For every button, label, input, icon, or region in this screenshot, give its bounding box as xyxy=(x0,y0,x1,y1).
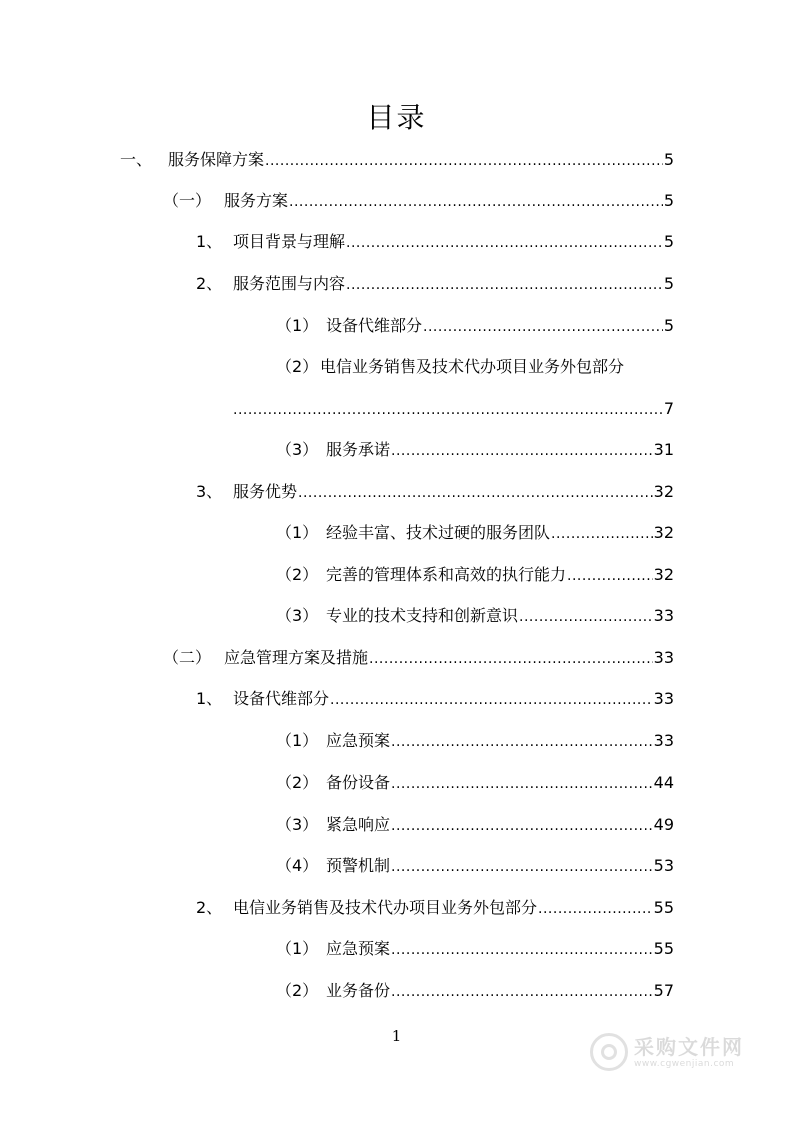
toc-leader-dots xyxy=(369,649,653,669)
toc-entry[interactable] xyxy=(276,856,674,876)
toc-entry-page: 49 xyxy=(653,815,674,834)
toc-entry[interactable] xyxy=(120,150,674,170)
toc-leader-dots xyxy=(391,774,653,794)
toc-entry-page: 44 xyxy=(653,773,674,792)
toc-entry-number: 2、 xyxy=(196,274,223,293)
toc-leader-dots xyxy=(289,192,663,212)
toc-leader-dots xyxy=(391,940,653,960)
toc-leader-dots xyxy=(567,566,653,586)
toc-leader-dots xyxy=(551,524,653,544)
toc-entry[interactable] xyxy=(276,731,674,751)
toc-entry-text: 项目背景与理解 xyxy=(233,232,346,251)
toc-entry-page: 5 xyxy=(663,274,674,293)
seal-logo-icon xyxy=(590,1033,628,1071)
toc-entry-number: 一、 xyxy=(120,150,153,169)
toc-entry-continuation[interactable] xyxy=(233,399,674,419)
toc-entry-text: 电信业务销售及技术代办项目业务外包部分 xyxy=(320,357,625,376)
toc-entry-number: （3） xyxy=(276,815,319,834)
toc-entry-number: （1） xyxy=(276,316,319,335)
toc-entry[interactable] xyxy=(276,981,674,1001)
toc-entry-page: 33 xyxy=(653,689,674,708)
toc-leader-dots xyxy=(330,690,653,710)
toc-entry-page: 55 xyxy=(653,898,674,917)
toc-entry[interactable] xyxy=(196,232,674,252)
toc-entry-text: 应急预案 xyxy=(326,939,391,958)
toc-entry-page: 5 xyxy=(663,150,674,169)
toc-entry-text: 经验丰富、技术过硬的服务团队 xyxy=(326,523,551,542)
toc-entry-number: （2） xyxy=(276,773,319,792)
toc-entry-text: 业务备份 xyxy=(326,981,391,1000)
toc-entry-page: 31 xyxy=(653,440,674,459)
toc-entry-text: 服务承诺 xyxy=(326,440,391,459)
toc-entry[interactable] xyxy=(276,815,674,835)
watermark-url: www.cgwenjian.com xyxy=(634,1058,735,1069)
toc-entry-text: 服务保障方案 xyxy=(168,150,265,169)
toc-entry[interactable] xyxy=(276,523,674,543)
toc-entry[interactable] xyxy=(276,316,674,336)
toc-leader-dots xyxy=(298,483,653,503)
toc-entry-page: 57 xyxy=(653,981,674,1000)
toc-entry-number: 1、 xyxy=(196,232,223,251)
toc-entry-page: 7 xyxy=(663,399,674,418)
toc-entry[interactable] xyxy=(196,482,674,502)
toc-entry[interactable] xyxy=(276,939,674,959)
toc-entry-page: 32 xyxy=(653,523,674,542)
toc-entry-page: 33 xyxy=(653,648,674,667)
toc-entry-text: 设备代维部分 xyxy=(326,316,423,335)
toc-entry-text: 设备代维部分 xyxy=(233,689,330,708)
toc-entry[interactable] xyxy=(276,565,674,585)
toc-entry-page: 5 xyxy=(663,191,674,210)
toc-leader-dots xyxy=(391,441,653,461)
toc-entry-number: 1、 xyxy=(196,689,223,708)
toc-entry-number: 3、 xyxy=(196,482,223,501)
toc-entry-number: （2） xyxy=(276,981,319,1000)
toc-entry-number: （3） xyxy=(276,440,319,459)
toc-leader-dots xyxy=(346,275,663,295)
watermark-name: 采购文件网 xyxy=(634,1034,744,1059)
toc-entry-number: （2） xyxy=(276,565,319,584)
toc-leader-dots xyxy=(519,607,653,627)
toc-entry-text: 电信业务销售及技术代办项目业务外包部分 xyxy=(233,898,538,917)
toc-leader-dots xyxy=(391,857,653,877)
toc-entry-text: 服务优势 xyxy=(233,482,298,501)
toc-entry-text: 备份设备 xyxy=(326,773,391,792)
toc-entry-page: 33 xyxy=(653,606,674,625)
toc-entry-text: 应急预案 xyxy=(326,731,391,750)
toc-entry[interactable] xyxy=(276,773,674,793)
toc-entry-text: 服务范围与内容 xyxy=(233,274,346,293)
toc-leader-dots xyxy=(391,816,653,836)
toc-entry-text: 专业的技术支持和创新意识 xyxy=(326,606,519,625)
toc-entry[interactable] xyxy=(276,357,674,377)
toc-leader-dots xyxy=(391,982,653,1002)
toc-entry-page: 32 xyxy=(653,565,674,584)
toc-leader-dots xyxy=(423,317,663,337)
toc-leader-dots xyxy=(391,732,653,752)
toc-entry[interactable] xyxy=(196,274,674,294)
toc-leader-dots xyxy=(346,233,663,253)
toc-entry-text: 预警机制 xyxy=(326,856,391,875)
toc-entry-page: 55 xyxy=(653,939,674,958)
toc-entry-number: （一） xyxy=(163,191,212,210)
watermark xyxy=(590,1028,760,1076)
toc-entry[interactable] xyxy=(276,440,674,460)
toc-leader-dots xyxy=(538,899,653,919)
toc-entry-text: 应急管理方案及措施 xyxy=(224,648,369,667)
toc-entry-number: （1） xyxy=(276,523,319,542)
toc-entry[interactable] xyxy=(163,191,674,211)
toc-entry[interactable] xyxy=(196,689,674,709)
toc-entry-page: 33 xyxy=(653,731,674,750)
page-title: 目录 xyxy=(366,101,427,134)
toc-entry-page: 32 xyxy=(653,482,674,501)
toc-leader-dots xyxy=(265,151,663,171)
toc-entry-text: 紧急响应 xyxy=(326,815,391,834)
toc-entry-text: 完善的管理体系和高效的执行能力 xyxy=(326,565,567,584)
toc-entry-number: （1） xyxy=(276,939,319,958)
toc-entry-number: （4） xyxy=(276,856,319,875)
toc-entry[interactable] xyxy=(163,648,674,668)
toc-entry-page: 5 xyxy=(663,232,674,251)
toc-entry-number: （1） xyxy=(276,731,319,750)
toc-leader-dots xyxy=(233,400,663,420)
toc-entry-number: （二） xyxy=(163,648,212,667)
page-number: 1 xyxy=(391,1027,402,1045)
toc-entry-page: 53 xyxy=(653,856,674,875)
watermark-text xyxy=(634,1035,744,1070)
toc-entry-text: 服务方案 xyxy=(224,191,289,210)
toc-entry[interactable] xyxy=(196,898,674,918)
toc-entry-page: 5 xyxy=(663,316,674,335)
toc-entry-number: 2、 xyxy=(196,898,223,917)
toc-entry-number: （2） xyxy=(276,357,319,376)
toc-entry[interactable] xyxy=(276,606,674,626)
toc-entry-number: （3） xyxy=(276,606,319,625)
